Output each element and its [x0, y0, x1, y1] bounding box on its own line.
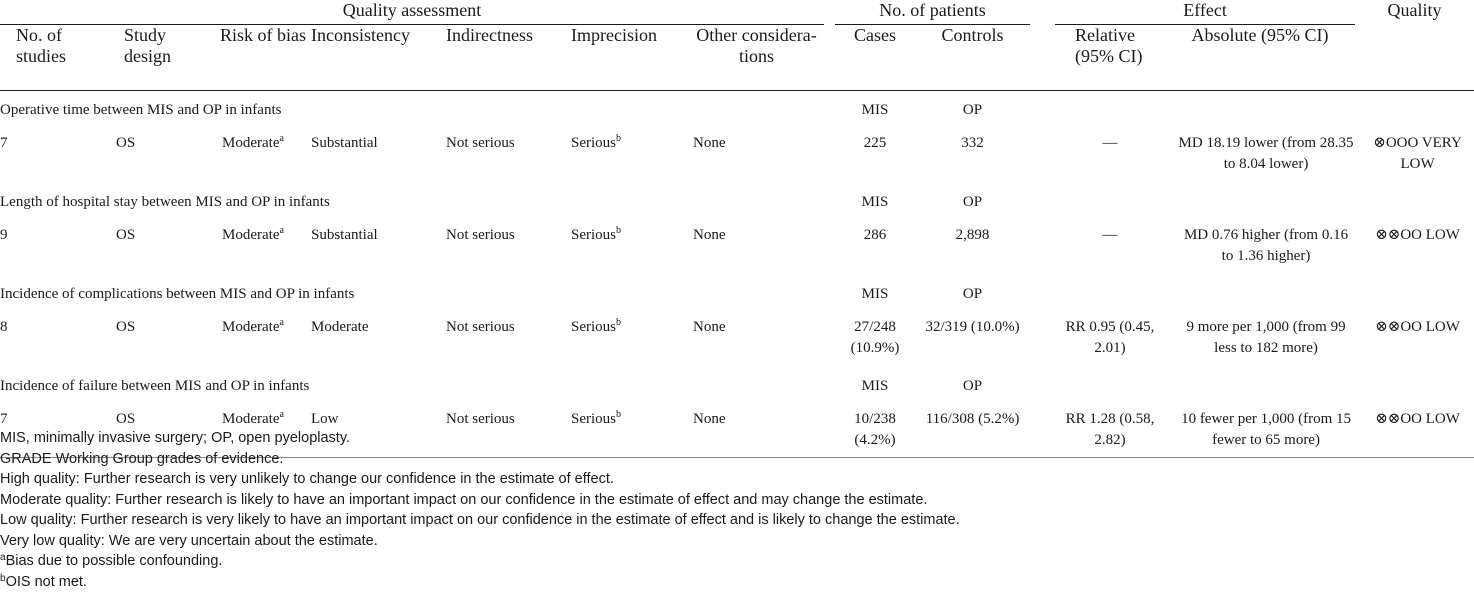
- cell-cases: 286: [835, 217, 915, 275]
- note-moderate-quality: Moderate quality: Further research is likely to have an important impact on our confidence in the estimate of effect and may change the estimate.: [0, 490, 960, 511]
- group-header-row: [0, 0, 1474, 25]
- cell-other: None: [689, 217, 824, 275]
- section-title: Operative time between MIS and OP in infants: [0, 91, 824, 126]
- section-header-row: [0, 275, 1474, 309]
- cell-risk: Moderate$^a$: [208, 309, 309, 367]
- cell-indirectness: Not serious: [444, 125, 567, 183]
- cell-risk: Moderate$^a$: [208, 217, 309, 275]
- cell-cases: 225: [835, 125, 915, 183]
- controls-label: OP: [915, 183, 1030, 217]
- cases-label: MIS: [835, 91, 915, 126]
- cell-inconsistency: Moderate: [309, 309, 444, 367]
- section-title: Length of hospital stay between MIS and OP in infants: [0, 183, 824, 217]
- col-risk-of-bias: Risk of bias: [208, 25, 309, 91]
- cell-absolute: 10 fewer per 1,000 (from 15 fewer to 65 more): [1165, 401, 1355, 458]
- table-body: [0, 91, 1474, 458]
- cases-label: MIS: [835, 367, 915, 401]
- note-abbreviations: MIS, minimally invasive surgery; OP, open pyeloplasty.: [0, 428, 960, 449]
- col-other-considerations: Other considera-tions: [689, 25, 824, 91]
- cell-other: None: [689, 401, 824, 458]
- table-row: [0, 309, 1474, 367]
- cell-risk: Moderate$^a$: [208, 401, 309, 458]
- cell-relative: RR 0.95 (0.45, 2.01): [1055, 309, 1165, 367]
- cell-indirectness: Not serious: [444, 401, 567, 458]
- controls-label: OP: [915, 275, 1030, 309]
- group-header-no-of-patients: No. of patients: [835, 0, 1030, 25]
- cell-design: OS: [108, 217, 208, 275]
- cell-inconsistency: Substantial: [309, 125, 444, 183]
- footnote-a: $^a$Bias due to possible confounding.: [0, 551, 960, 572]
- group-header-effect: Effect: [1055, 0, 1355, 25]
- section-header-row: [0, 91, 1474, 126]
- section-header-row: [0, 367, 1474, 401]
- col-imprecision: Imprecision: [567, 25, 689, 91]
- section-header-row: [0, 183, 1474, 217]
- cell-other: None: [689, 125, 824, 183]
- cell-relative: —: [1055, 125, 1165, 183]
- cell-imprecision: Serious$^b$: [567, 309, 689, 367]
- cell-studies: 7: [0, 401, 108, 458]
- cell-studies: 9: [0, 217, 108, 275]
- note-grade: GRADE Working Group grades of evidence.: [0, 449, 960, 470]
- col-controls: Controls: [915, 25, 1030, 91]
- cell-absolute: 9 more per 1,000 (from 99 less to 182 more): [1165, 309, 1355, 367]
- col-indirectness: Indirectness: [444, 25, 567, 91]
- cell-design: OS: [108, 309, 208, 367]
- cell-inconsistency: Low: [309, 401, 444, 458]
- cell-inconsistency: Substantial: [309, 217, 444, 275]
- note-very-low-quality: Very low quality: We are very uncertain about the estimate.: [0, 531, 960, 552]
- col-no-of-studies: No. of studies: [0, 25, 108, 91]
- cell-cases: 27/248 (10.9%): [835, 309, 915, 367]
- table-row: [0, 217, 1474, 275]
- table-footnotes: [0, 428, 960, 592]
- cell-imprecision: Serious$^b$: [567, 125, 689, 183]
- cell-controls: 2,898: [915, 217, 1030, 275]
- group-header-quality: Quality: [1355, 0, 1474, 25]
- cell-indirectness: Not serious: [444, 309, 567, 367]
- cell-imprecision: Serious$^b$: [567, 401, 689, 458]
- cell-absolute: MD 0.76 higher (from 0.16 to 1.36 higher): [1165, 217, 1355, 275]
- cell-studies: 8: [0, 309, 108, 367]
- cell-controls: 32/319 (10.0%): [915, 309, 1030, 367]
- cell-controls: 332: [915, 125, 1030, 183]
- cell-controls: 116/308 (5.2%): [915, 401, 1030, 458]
- col-absolute: Absolute (95% CI): [1165, 25, 1355, 91]
- cell-quality: ⊗OOO VERY LOW: [1355, 125, 1474, 183]
- cell-quality: ⊗⊗OO LOW: [1355, 309, 1474, 367]
- cell-other: None: [689, 309, 824, 367]
- cell-indirectness: Not serious: [444, 217, 567, 275]
- cell-quality: ⊗⊗OO LOW: [1355, 217, 1474, 275]
- cases-label: MIS: [835, 183, 915, 217]
- cell-relative: RR 1.28 (0.58, 2.82): [1055, 401, 1165, 458]
- cell-design: OS: [108, 125, 208, 183]
- cell-design: OS: [108, 401, 208, 458]
- col-relative: Relative (95% CI): [1055, 25, 1165, 91]
- cell-studies: 7: [0, 125, 108, 183]
- table-row: [0, 125, 1474, 183]
- col-study-design: Study design: [108, 25, 208, 91]
- cell-cases: 10/238 (4.2%): [835, 401, 915, 458]
- section-title: Incidence of complications between MIS and OP in infants: [0, 275, 824, 309]
- col-inconsistency: Inconsistency: [309, 25, 444, 91]
- note-low-quality: Low quality: Further research is very likely to have an important impact on our confidence in the estimate of effect and is likely to change the estimate.: [0, 510, 960, 531]
- cell-relative: —: [1055, 217, 1165, 275]
- footnote-b: $^b$OIS not met.: [0, 572, 960, 592]
- cell-imprecision: Serious$^b$: [567, 217, 689, 275]
- group-header-quality-assessment: Quality assessment: [0, 0, 824, 25]
- col-cases: Cases: [835, 25, 915, 91]
- controls-label: OP: [915, 91, 1030, 126]
- cell-risk: Moderate$^a$: [208, 125, 309, 183]
- cases-label: MIS: [835, 275, 915, 309]
- section-title: Incidence of failure between MIS and OP in infants: [0, 367, 824, 401]
- column-header-row: [0, 25, 1474, 91]
- note-high-quality: High quality: Further research is very unlikely to change our confidence in the estimate of effect.: [0, 469, 960, 490]
- cell-absolute: MD 18.19 lower (from 28.35 to 8.04 lower): [1165, 125, 1355, 183]
- cell-quality: ⊗⊗OO LOW: [1355, 401, 1474, 458]
- controls-label: OP: [915, 367, 1030, 401]
